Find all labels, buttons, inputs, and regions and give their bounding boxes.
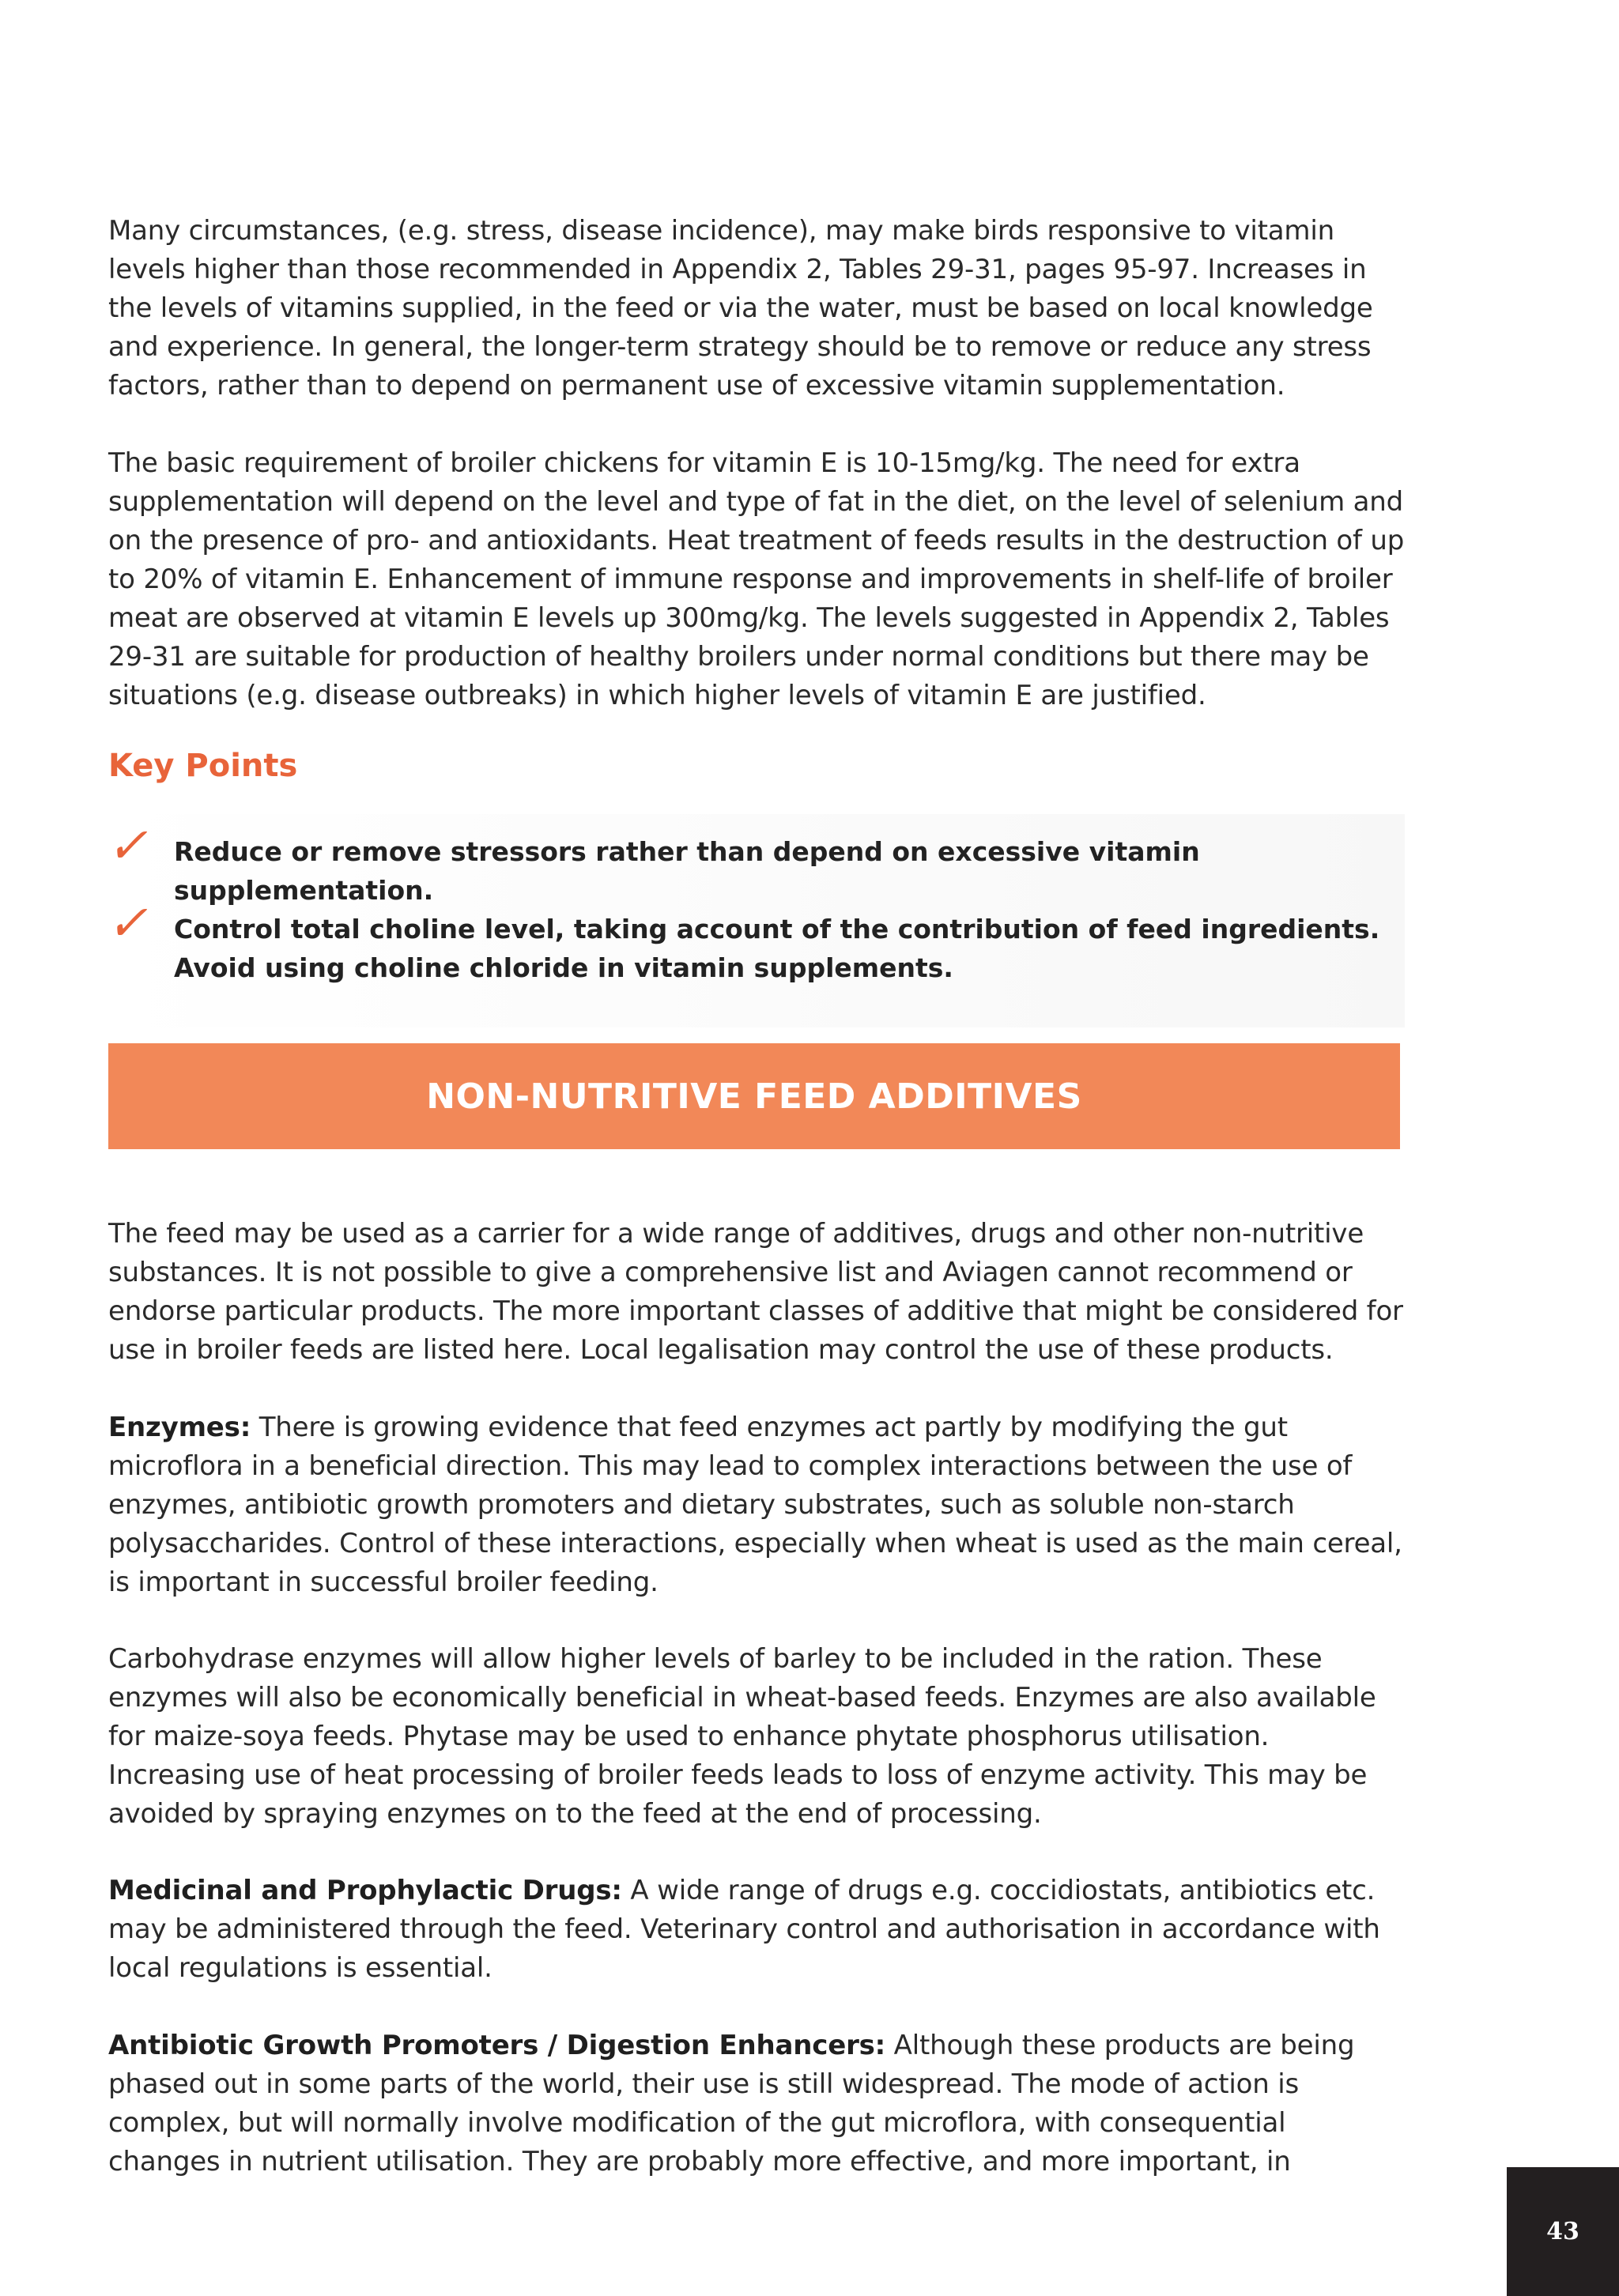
key-point-text: Reduce or remove stressors rather than depend on excessive vitamin supplementation.	[174, 836, 1200, 906]
key-points-panel	[108, 814, 1405, 1027]
paragraph-drugs	[108, 1872, 1405, 1988]
key-points-heading: Key Points	[108, 748, 298, 784]
paragraph-enzymes	[108, 1408, 1405, 1602]
section-banner	[108, 1043, 1400, 1149]
drugs-label: Medicinal and Prophylactic Drugs:	[108, 1875, 622, 1906]
paragraph-vitamin-e: The basic requirement of broiler chickens for vitamin E is 10-15mg/kg. The need for extra supplementation will depend on the level and type of fat in the diet, on the level of selenium and on the presence of pro- and antioxidants. Heat treatment of feeds results in the destruction of up to 20% of vitamin E. Enhancement of immune response and improvements in shelf-life of broiler meat are observed at vitamin E levels up 300mg/kg. The levels suggested in Appendix 2, Tables 29-31 are suitable for production of healthy broilers under normal conditions but there may be situations (e.g. disease outbreaks) in which higher levels of vitamin E are justified.	[108, 447, 1405, 711]
checkmark-icon: ✓	[107, 894, 148, 952]
paragraph-growth-promoters	[108, 2026, 1405, 2181]
page-number-box	[1507, 2167, 1619, 2296]
drugs-text: A wide range of drugs e.g. coccidiostats, antibiotics etc. may be administered through the feed. Veterinary control and authorisation in accordance with local regulations is essential.	[108, 1875, 1380, 1984]
enzymes-label: Enzymes:	[108, 1412, 251, 1443]
paragraph-vitamin-levels: Many circumstances, (e.g. stress, disease incidence), may make birds responsive to vitamin levels higher than those recommended in Appendix 2, Tables 29-31, pages 95-97. Increases in the levels of vitamins supplied, in the feed or via the water, must be based on local knowledge and experience. In general, the longer-term strategy should be to remove or reduce any stress factors, rather than to depend on permanent use of excessive vitamin supplementation.	[108, 215, 1373, 402]
agp-label: Antibiotic Growth Promoters / Digestion Enhancers:	[108, 2030, 886, 2061]
section-title: NON-NUTRITIVE FEED ADDITIVES	[426, 1076, 1082, 1117]
paragraph-carbohydrase: Carbohydrase enzymes will allow higher levels of barley to be included in the ration. These enzymes will also be economically beneficial in wheat-based feeds. Enzymes are also available for maize-soya feeds. Phytase may be used to enhance phytate phosphorus utilisation. Increasing use of heat processing of broiler feeds leads to loss of enzyme activity. This may be avoided by spraying enzymes on to the feed at the end of processing.	[108, 1643, 1376, 1830]
checkmark-icon: ✓	[107, 816, 148, 874]
paragraph-intro: The feed may be used as a carrier for a wide range of additives, drugs and other non-nutritive substances. It is not possible to give a comprehensive list and Aviagen cannot recommend or endorse particular products. The more important classes of additive that might be considered for use in broiler feeds are listed here. Local legalisation may control the use of these products.	[108, 1218, 1403, 1366]
key-point-text: Control total choline level, taking account of the contribution of feed ingredients. Avoid using choline chloride in vitamin supplements.	[174, 914, 1380, 983]
enzymes-text: There is growing evidence that feed enzymes act partly by modifying the gut microflora in a beneficial direction. This may lead to complex interactions between the use of enzymes, antibiotic growth promoters and dietary substrates, such as soluble non-starch polysaccharides. Control of these interactions, especially when wheat is used as the main cereal, is important in successful broiler feeding.	[108, 1412, 1402, 1598]
page-number: 43	[1546, 2218, 1579, 2245]
agp-text: Although these products are being phased out in some parts of the world, their use is still widespread. The mode of action is complex, but will normally involve modification of the gut microflora, with consequential changes in nutrient utilisation. They are probably more effective, and more important, in	[108, 2030, 1355, 2177]
